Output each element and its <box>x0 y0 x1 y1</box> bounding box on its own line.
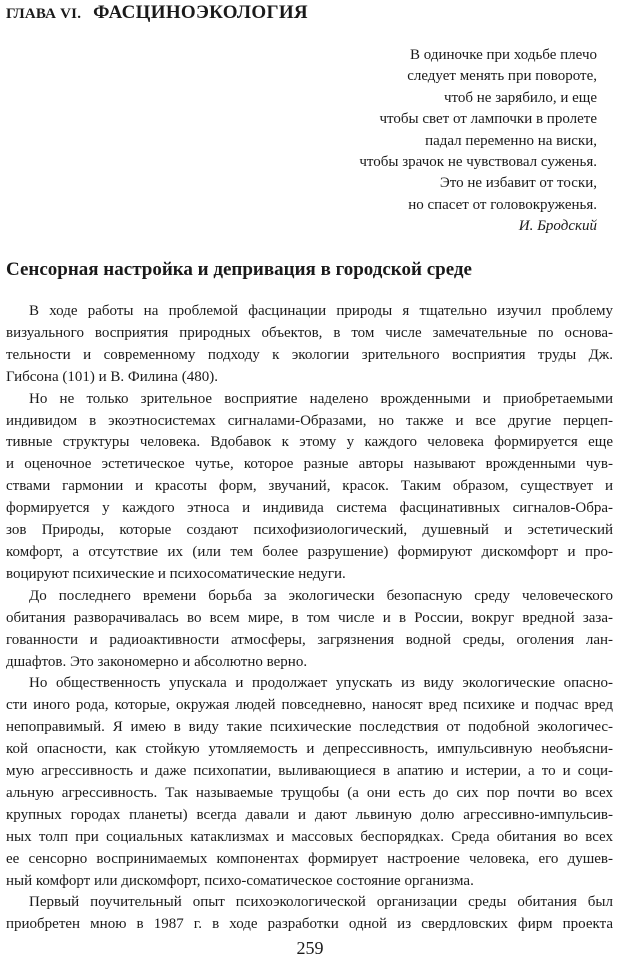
paragraph-4 <box>6 673 613 892</box>
text-line: воцируют психические и психосоматические недуги. <box>6 565 346 582</box>
text-line: и оценочное эстетическое чутье, которое разные авторы называют врожденными чув- <box>6 456 613 473</box>
body-text <box>6 301 613 936</box>
text-line: альную агрессивность. Так называемые трущобы (а они есть до сих пор почти во всех <box>6 784 613 801</box>
text-line: гованности и радиоактивности атмосферы, загрязнения водной среды, оголения лан- <box>6 631 613 648</box>
text-line: крупных городах планеты) всегда давали и дают львиную долю агрессивно-импульсив- <box>6 806 613 823</box>
text-line: Гибсона (101) и В. Филина (480). <box>6 368 218 385</box>
epigraph-author: И. Бродский <box>518 218 597 235</box>
paragraph-5 <box>6 892 613 936</box>
text-line: ствами гармонии и красоты форм, звучаний, красок. Таким образом, существует и <box>6 478 613 495</box>
paragraph-1 <box>6 301 613 389</box>
epigraph-line: чтобы свет от лампочки в пролете <box>379 111 597 128</box>
text-line: комфорт, а отсутствие их (или тем более разрушение) формируют дискомфорт и про- <box>6 543 613 560</box>
epigraph-line: чтобы зрачок не чувствовал суженья. <box>359 154 597 171</box>
text-line: сти иного рода, которые, окружая людей повседневно, наносят вред психике и подчас вред <box>6 697 613 714</box>
text-line: кой опасности, как стойкую утомляемость и депрессивность, импульсивную необъясни- <box>6 741 613 758</box>
paragraph-3 <box>6 586 613 674</box>
text-line: Но общественность упускала и продолжает упускать из виду экологические опасно- <box>29 675 613 692</box>
text-line: Первый поучительный опыт психоэкологической организации среды обитания был <box>29 894 613 911</box>
text-line: приобретен мною в 1987 г. в ходе разработки одной из свердловских фирм проекта <box>6 916 613 933</box>
text-line: тивные структуры человека. Вдобавок к этому у каждого человека формируется еще <box>6 434 613 451</box>
epigraph <box>359 45 597 238</box>
text-line: тельности и современному подходу к экологии зрительного восприятия труды Дж. <box>6 346 613 363</box>
paragraph-2 <box>6 389 613 586</box>
text-line: До последнего времени борьба за экологически безопасную среду человеческого <box>29 587 613 604</box>
epigraph-line: В одиночке при ходьбе плечо <box>410 47 597 63</box>
text-line: мую агрессивность и даже психопатии, выливающиеся в апатию и истерии, а то и соци- <box>6 763 613 780</box>
running-header <box>6 2 308 25</box>
text-line: Но не только зрительное восприятие наделено врожденными и приобретаемыми <box>29 390 613 407</box>
text-line: обитания разворачивалась во всем мире, в том числе и в России, вокруг вредной заза- <box>6 609 613 626</box>
page-number: 259 <box>296 938 324 958</box>
chapter-label: ГЛАВА VI. <box>6 6 82 22</box>
text-line: ее сенсорно воспринимаемых компонентах формирует настроение человека, его душев- <box>6 850 613 867</box>
text-line: зов Природы, которые создают психофизиологический, душевный и эстетический <box>6 522 613 539</box>
epigraph-line: но спасет от головокруженья. <box>408 196 597 213</box>
text-line: формируется у каждого этноса и индивида система фасцинативных сигналов-Обра- <box>6 500 613 517</box>
text-line: визуального восприятия природных объектов, в том числе замечательные по основа- <box>6 324 613 341</box>
section-heading: Сенсорная настройка и депривация в городской среде <box>6 259 472 280</box>
text-line: индивидом в экоэтносистемах сигналами-Образами, но также и все другие перцеп- <box>6 412 613 429</box>
epigraph-line: следует менять при повороте, <box>407 68 597 85</box>
text-line: дшафтов. Это закономерно и абсолютно верно. <box>6 653 308 670</box>
text-line: непоправимый. Я имею в виду такие психические последствия от подобной экологичес- <box>6 719 613 736</box>
text-line: ных толп при социальных катаклизмах и массовых беспорядках. Среда обитания во всех <box>6 828 613 845</box>
text-line: В ходе работы на проблемой фасцинации природы я тщательно изучил проблему <box>29 303 613 319</box>
epigraph-line: падал переменно на виски, <box>425 132 597 149</box>
chapter-title: ФАСЦИНОЭКОЛОГИЯ <box>93 2 308 23</box>
epigraph-line: Это не избавит от тоски, <box>439 175 597 192</box>
epigraph-line: чтоб не зарябило, и еще <box>444 89 597 106</box>
text-line: ный комфорт или дискомфорт, психо-соматическое состояние организма. <box>6 872 474 889</box>
